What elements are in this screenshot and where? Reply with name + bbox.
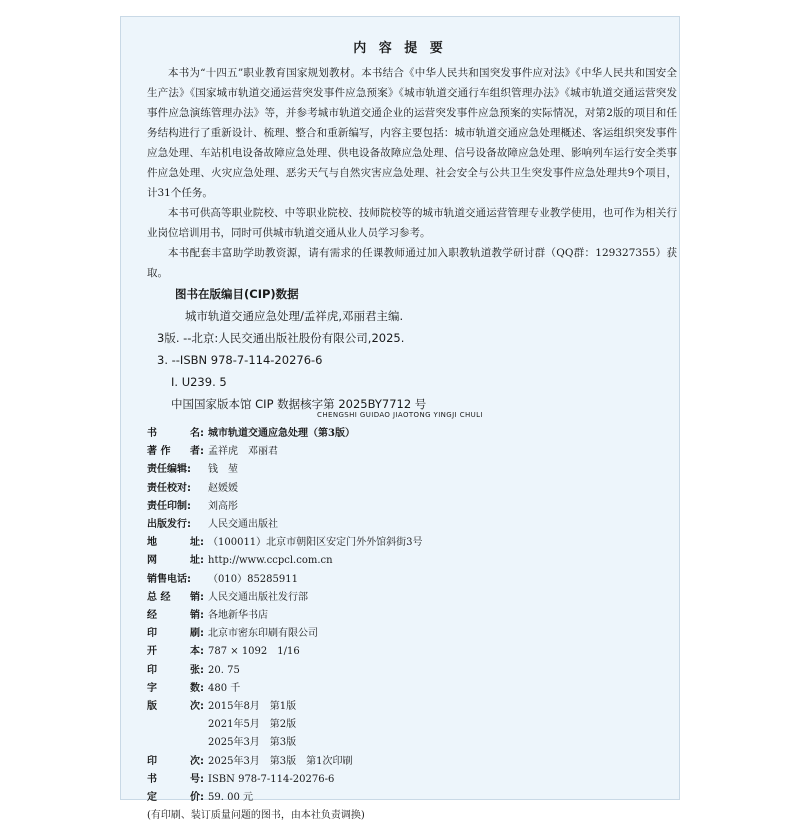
colophon-label-part: 本: xyxy=(190,646,204,658)
colophon-value: 20. 75 xyxy=(208,664,240,676)
colophon-label-part: 号: xyxy=(190,773,204,785)
pinyin-title: CHENGSHI GUIDAO JIAOTONG YINGJI CHULI xyxy=(317,411,483,419)
colophon-row xyxy=(147,480,667,498)
colophon-row xyxy=(147,753,667,771)
colophon-value: 钱 堃 xyxy=(208,464,238,476)
colophon-label xyxy=(147,461,204,479)
colophon-row xyxy=(147,607,667,625)
colophon-table xyxy=(147,425,667,825)
colophon-label-part: 刷: xyxy=(190,628,204,640)
colophon-label-part: 版 xyxy=(147,701,157,713)
colophon-row xyxy=(147,425,667,443)
colophon-label xyxy=(147,516,204,534)
colophon-row xyxy=(147,789,667,807)
colophon-label xyxy=(147,643,204,661)
colophon-label-part: 字 xyxy=(147,682,157,694)
colophon-value: 刘高彤 xyxy=(208,500,238,512)
colophon-value: 2025年3月 第3版 第1次印刷 xyxy=(208,755,353,767)
colophon-row xyxy=(147,771,667,789)
colophon-label-part: 印 xyxy=(147,628,157,640)
colophon-label xyxy=(147,789,204,807)
colophon-label-part: 定 xyxy=(147,792,157,804)
colophon-value: 2025年3月 第3版 xyxy=(208,737,297,749)
colophon-value: 人民交通出版社发行部 xyxy=(208,591,308,603)
colophon-value: 人民交通出版社 xyxy=(208,519,278,531)
quality-note: (有印刷、装订质量问题的图书，由本社负责调换) xyxy=(147,810,365,822)
summary-paragraph-1: 本书为“十四五”职业教育国家规划教材。本书结合《中华人民共和国突发事件应对法》《中华人民共和国安全生产法》《国家城市轨道交通运营突发事件应急预案》《城市轨道交通行车组织管理办法》《城市轨道交通运营突发事件应急演练管理办法》等，并参考城市轨道交通企业的运营突发事件应急预案的实际情况，对第2版的项目和任务结构进行了重新设计、梳理、整合和重新编写，内容主要包括：城市轨道交通应急处理概述、客运组织突发事件应急处理、车站机电设备故障应急处理、供电设备故障应急处理、信号设备故障应急处理、影响列车运行安全类事件应急处理、火灾应急处理、恶劣天气与自然灾害应急处理、社会安全与公共卫生突发事件应急处理共9个项目，计31个任务。 xyxy=(147,67,677,199)
cip-data-block xyxy=(157,283,657,415)
colophon-label-part: 出版发行: xyxy=(147,519,191,531)
cip-line-5: 中国国家版本馆 CIP 数据核字第 2025BY7712 号 xyxy=(171,397,427,411)
colophon-label-part: 网 xyxy=(147,555,157,567)
colophon-label-part: 址: xyxy=(190,537,204,549)
colophon-label-part: 销: xyxy=(190,591,204,603)
colophon-value: （100011）北京市朝阳区安定门外外馆斜街3号 xyxy=(208,537,423,549)
colophon-label xyxy=(147,498,204,516)
colophon-row xyxy=(147,589,667,607)
colophon-value: 孟祥虎 邓丽君 xyxy=(208,446,278,458)
colophon-value: 2021年5月 第2版 xyxy=(208,719,297,731)
cip-line-2: 3版. --北京:人民交通出版社股份有限公司,2025. xyxy=(157,331,405,345)
cip-line-4: Ⅰ. U239. 5 xyxy=(171,375,227,389)
colophon-label-part: 书 xyxy=(147,428,157,439)
colophon-label-part: 印 xyxy=(147,664,157,676)
colophon-row xyxy=(147,625,667,643)
colophon-label xyxy=(147,443,204,461)
colophon-value: 59. 00 元 xyxy=(208,792,253,804)
colophon-row xyxy=(147,516,667,534)
colophon-value: 北京市密东印刷有限公司 xyxy=(208,628,318,640)
colophon-row xyxy=(147,716,667,734)
colophon-row xyxy=(147,461,667,479)
cip-line-3: 3. --ISBN 978-7-114-20276-6 xyxy=(157,353,323,367)
colophon-row xyxy=(147,534,667,552)
colophon-value: 城市轨道交通应急处理（第3版） xyxy=(208,428,355,439)
colophon-label-part: 价: xyxy=(190,792,204,804)
summary-title: 内 容 提 要 xyxy=(353,41,447,56)
colophon-label xyxy=(147,534,204,552)
colophon-row xyxy=(147,552,667,570)
colophon-label-part: 责任印制: xyxy=(147,500,191,512)
colophon-label-part: 次: xyxy=(190,755,204,767)
colophon-value: 各地新华书店 xyxy=(208,610,268,622)
colophon-label-part: 著 作 xyxy=(147,446,171,458)
colophon-label-part: 总 经 xyxy=(147,591,171,603)
colophon-label-part: 次: xyxy=(190,701,204,713)
colophon-label xyxy=(147,589,204,607)
colophon-label-part: 地 xyxy=(147,537,157,549)
colophon-label xyxy=(147,698,204,716)
summary-paragraph-2: 本书可供高等职业院校、中等职业院校、技师院校等的城市轨道交通运营管理专业教学使用，也可作为相关行业岗位培训用书，同时可供城市轨道交通从业人员学习参考。 xyxy=(147,207,677,239)
colophon-label-part: 责任编辑: xyxy=(147,464,191,476)
colophon-label xyxy=(147,552,204,570)
colophon-label-part: 开 xyxy=(147,646,157,658)
colophon-label xyxy=(147,662,204,680)
colophon-row xyxy=(147,643,667,661)
colophon-label xyxy=(147,625,204,643)
colophon-row xyxy=(147,571,667,589)
colophon-label-part: 数: xyxy=(190,682,204,694)
colophon-label-part: 书 xyxy=(147,773,157,785)
colophon-label xyxy=(147,680,204,698)
colophon-value: 赵媛媛 xyxy=(208,482,238,494)
cip-heading: 图书在版编目(CIP)数据 xyxy=(175,287,299,301)
colophon-label xyxy=(147,480,204,498)
copyright-page xyxy=(120,16,680,822)
summary-paragraph-3: 本书配套丰富助学助教资源，请有需求的任课教师通过加入职教轨道教学研讨群（QQ群：129327355）获取。 xyxy=(147,247,677,279)
colophon-label-part: 张: xyxy=(190,664,204,676)
colophon-row xyxy=(147,662,667,680)
cip-line-1: 城市轨道交通应急处理/孟祥虎,邓丽君主编. xyxy=(185,309,404,323)
colophon-label-part: 印 xyxy=(147,755,157,767)
summary-section xyxy=(147,63,677,283)
colophon-row xyxy=(147,734,667,752)
colophon-label xyxy=(147,771,204,789)
colophon-label-part: 者: xyxy=(190,446,204,458)
colophon-label xyxy=(147,425,204,443)
colophon-value: http://www.ccpcl.com.cn xyxy=(208,555,333,567)
colophon-label xyxy=(147,571,204,589)
colophon-label-part: 经 xyxy=(147,610,157,622)
colophon-value: 2015年8月 第1版 xyxy=(208,701,297,713)
colophon-label-part: 销售电话: xyxy=(147,573,191,585)
colophon-value: ISBN 978-7-114-20276-6 xyxy=(208,773,335,785)
colophon-label-part: 名: xyxy=(190,428,204,439)
colophon-value: 480 千 xyxy=(208,682,241,694)
colophon-label-part: 销: xyxy=(190,610,204,622)
colophon-value: （010）85285911 xyxy=(208,573,298,585)
colophon-row xyxy=(147,443,667,461)
colophon-label xyxy=(147,607,204,625)
colophon-row xyxy=(147,698,667,716)
colophon-row xyxy=(147,680,667,698)
colophon-value: 787 × 1092 1/16 xyxy=(208,646,300,658)
colophon-row xyxy=(147,498,667,516)
colophon-label xyxy=(147,753,204,771)
colophon-label-part: 责任校对: xyxy=(147,482,191,494)
colophon-label-part: 址: xyxy=(190,555,204,567)
